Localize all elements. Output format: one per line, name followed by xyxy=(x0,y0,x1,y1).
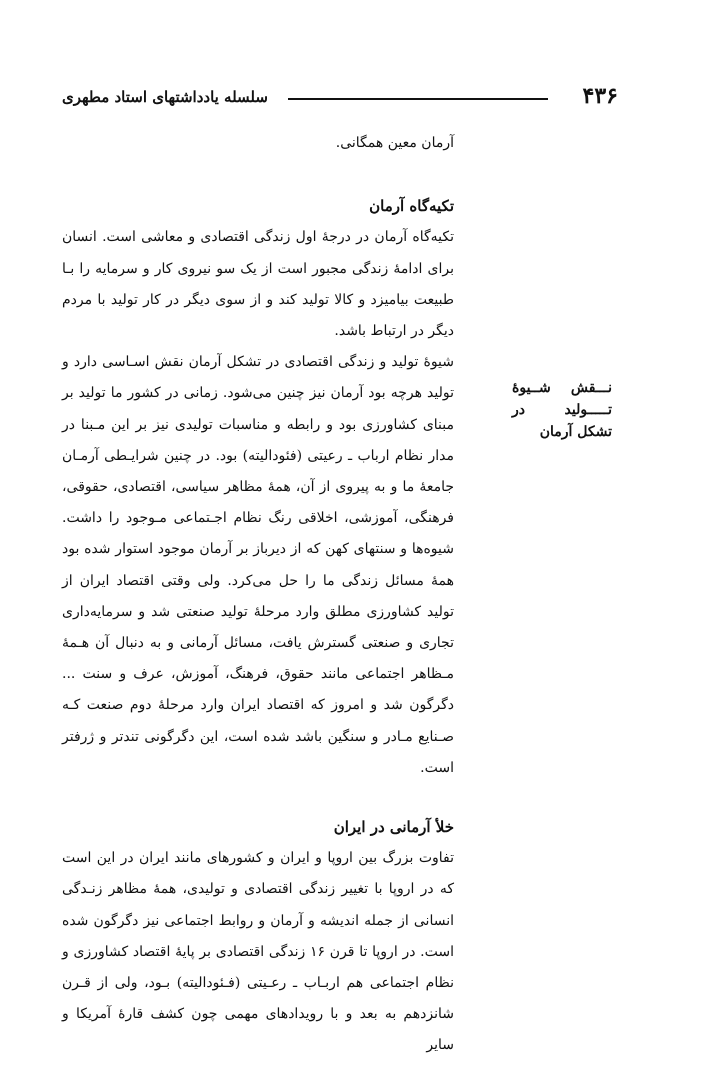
intro-line: آرمان معین همگانی. xyxy=(335,135,454,151)
paragraph: تفاوت بزرگ بین اروپا و ایران و کشورهای مانند ایران در این است که در اروپا با تغییر زندگی اقتصادی و تولیدی، همهٔ مظاهر زنـدگی انسانی از جمله اندیشه و آرمان و روابط اجتماعی نیز دگرگون شده است. در اروپا تا قرن ۱۶ زندگی اقتصادی بر پایهٔ اقتصاد کشاورزی و نظام اجتماعی هم اربـاب ـ رعـیتی (فـئودالیته) بـود، ولی از قـرن شانزدهم به بعد و با رویدادهای مهمی چون کشف قارهٔ آمریکا و سایر xyxy=(62,850,455,1054)
margin-note xyxy=(512,377,612,443)
margin-note-line: تـــــولید در xyxy=(512,402,612,418)
page-header xyxy=(62,82,618,112)
margin-note-line: تشکل آرمان xyxy=(539,424,612,440)
section-heading-support-of-ideal: تکیه‌گاه آرمان xyxy=(369,197,454,216)
main-text xyxy=(62,128,454,1062)
running-title: سلسله یادداشتهای استاد مطهری xyxy=(62,88,268,106)
spacer xyxy=(62,159,454,191)
paragraph: شیوهٔ تولید و زندگی اقتصادی در تشکل آرمان نقش اسـاسی دارد و تولید هرچه بود آرمان نیز چنین می‌شود. زمانی در کشور ما تولید بر مبنای کشاورزی بود و رابطه و مناسبات تولیدی نیز بر این مـبنا در مدار نظام ارباب ـ رعیتی (فئودالیته) بود. در چنین شرایـطی آرمـان جامعهٔ ما و به پیروی از آن، همهٔ مظاهر سیاسی، اقتصادی، حقوقی، فرهنگی، آموزشی، اخلاقی رنگ نظام اجـتماعی مـوجود را داشت. شیوه‌ها و سنتهای کهن که از دیرباز بر آرمان موجود استوار شده بود همهٔ مسائل زندگی ما را حل می‌کرد. ولی وقتی اقتصاد ایران از تولید کشاورزی مطلق وارد مرحلهٔ تولید صنعتی شد و سرمایه‌داری تجاری و صنعتی گسترش یافت، مسائل آرمانی و به دنبال آن هـمهٔ مـظاهر اجتماعی مانند حقوق، فرهنگ، آموزش، عرف و سنت ... دگرگون شد و امروز که اقتصاد ایران وارد مرحلهٔ دوم صنعت کـه صـنایع مـادر و سنگین باشد شده است، این دگرگونی تندتر و ژرفتر است. xyxy=(62,354,454,776)
paragraph: تکیه‌گاه آرمان در درجهٔ اول زندگی اقتصادی و معاشی است. انسان برای ادامهٔ زندگی مجبور است از یک سو نیروی کار و سرمایه را بـا طبیعت بیامیزد و کالا تولید کند و از سوی دیگر در کار تولید با مردم دیگر در ارتباط باشد. xyxy=(62,229,454,340)
spacer xyxy=(62,784,454,812)
page-number: ۴۳۶ xyxy=(582,83,618,109)
section-heading-ideal-vacuum: خلأ آرمانی در ایران xyxy=(333,818,454,837)
margin-note-line: نـــقش شــیوۀ xyxy=(512,380,612,396)
header-rule xyxy=(288,98,548,100)
